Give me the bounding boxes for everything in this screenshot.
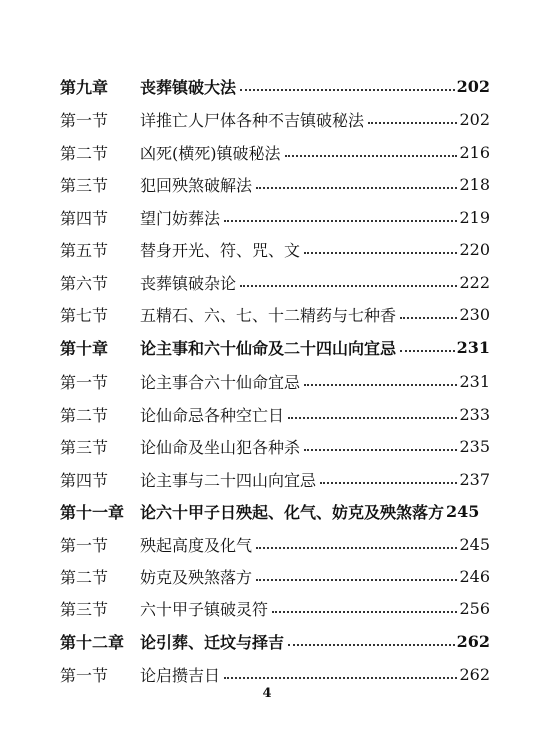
toc-row [60,235,490,263]
dot-leader [272,611,457,613]
section-label: 第一节 [60,372,109,392]
section-label: 第四节 [60,470,109,490]
toc-page: 216 [459,142,490,162]
toc-page: 202 [456,76,490,96]
dot-leader [224,677,457,679]
toc-title: 凶死(横死)镇破秘法 [140,143,281,163]
toc-title: 论主事合六十仙命宜忌 [140,372,301,392]
toc-page: 231 [459,371,490,391]
toc-page: 235 [459,436,490,456]
dot-leader [304,384,457,386]
toc-page: 256 [459,598,490,618]
chapter-label: 第十一章 [60,502,125,522]
toc-page: 230 [459,304,490,324]
toc-title: 论引葬、迁坟与择吉 [140,632,285,652]
toc-title: 论仙命及坐山犯各种杀 [140,437,301,457]
toc-title: 犯回殃煞破解法 [140,175,253,195]
toc-row [60,497,490,525]
toc-page: 233 [459,404,490,424]
toc-title: 妨克及殃煞落方 [140,567,253,587]
chapter-label: 第十章 [60,338,109,358]
toc-row [60,594,490,622]
toc-title: 六十甲子镇破灵符 [140,599,269,619]
dot-leader [256,187,457,189]
toc-row [60,400,490,428]
section-label: 第一节 [60,110,109,130]
toc-row [60,333,490,361]
section-label: 第四节 [60,208,109,228]
toc-title: 论仙命忌各种空亡日 [140,405,285,425]
toc-title: 丧葬镇破杂论 [140,273,237,293]
dot-leader [224,220,457,222]
toc-title: 望门妨葬法 [140,208,221,228]
dot-leader [256,579,457,581]
toc-row [60,138,490,166]
toc-row [60,562,490,590]
toc-page: 219 [459,207,490,227]
section-label: 第一节 [60,665,109,685]
toc-page: 262 [459,664,490,684]
toc-row [60,660,490,688]
section-label: 第三节 [60,175,109,195]
toc-title: 论主事和六十仙命及二十四山向宜忌 [140,338,397,358]
section-label: 第三节 [60,599,109,619]
toc-title: 五精石、六、七、十二精药与七种香 [140,305,397,325]
section-label: 第二节 [60,143,109,163]
toc-row [60,105,490,133]
toc-page: 245 [459,534,490,554]
section-label: 第三节 [60,437,109,457]
dot-leader [400,317,457,319]
toc-row [60,203,490,231]
dot-leader [240,89,455,91]
toc-row [60,465,490,493]
dot-leader [368,122,457,124]
toc-title: 殃起高度及化气 [140,535,253,555]
toc-row [60,300,490,328]
toc-title: 论启攒吉日 [140,665,221,685]
toc-title: 论主事与二十四山向宜忌 [140,470,317,490]
chapter-label: 第九章 [60,77,109,97]
toc-row [60,72,490,100]
toc-title: 替身开光、符、咒、文 [140,240,301,260]
toc-page: 246 [459,566,490,586]
section-label: 第二节 [60,405,109,425]
toc-page: 202 [459,109,490,129]
section-label: 第七节 [60,305,109,325]
toc-page: 222 [459,272,490,292]
section-label: 第二节 [60,567,109,587]
section-label: 第六节 [60,273,109,293]
dot-leader [304,252,457,254]
toc-page: 220 [459,239,490,259]
toc-page: 262 [456,631,490,651]
toc-row [60,268,490,296]
toc-title: 论六十甲子日殃起、化气、妨克及殃煞落方 [140,502,445,522]
toc-title: 丧葬镇破大法 [140,77,237,97]
dot-leader [285,155,458,157]
dot-leader [304,449,457,451]
toc-title: 详推亡人尸体各种不吉镇破秘法 [140,110,365,130]
dot-leader [288,644,455,646]
toc-page: 218 [459,174,490,194]
toc-row [60,432,490,460]
toc-page: 237 [459,469,490,489]
chapter-label: 第十二章 [60,632,125,652]
toc-row [60,367,490,395]
toc-row [60,627,490,655]
page-number: 4 [262,686,272,701]
toc-row [60,170,490,198]
dot-leader [256,547,457,549]
toc-page: 231 [456,337,490,357]
dot-leader [320,482,457,484]
dot-leader [240,285,457,287]
toc-row [60,530,490,558]
toc-page: 245 [446,501,480,521]
section-label: 第一节 [60,535,109,555]
section-label: 第五节 [60,240,109,260]
dot-leader [288,417,457,419]
dot-leader [400,350,455,352]
